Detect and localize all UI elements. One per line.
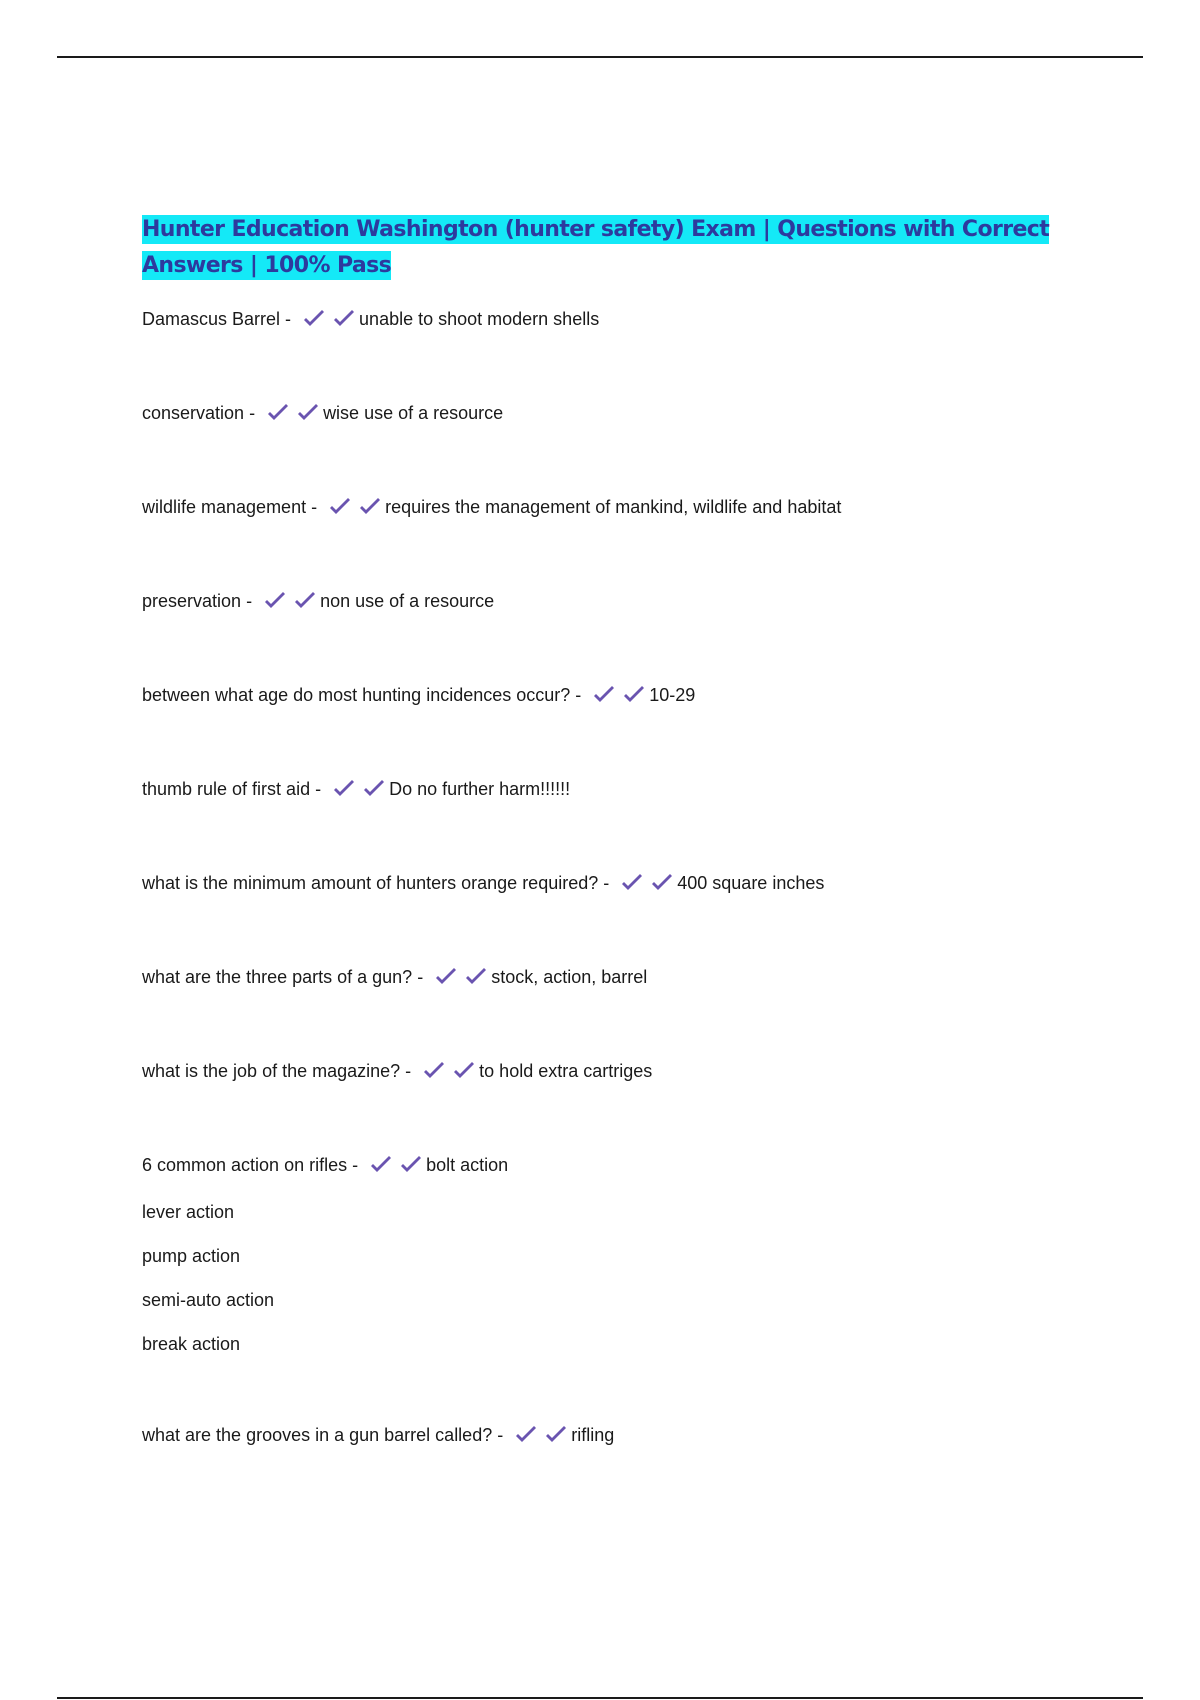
question-separator: - — [241, 591, 258, 611]
checkmark-icon — [464, 967, 488, 987]
question-separator: - — [598, 873, 615, 893]
checkmark-icon — [399, 1155, 423, 1175]
checkmark-icon — [422, 1061, 446, 1081]
answer-checkmarks — [328, 497, 383, 523]
answer-checkmarks — [592, 685, 647, 711]
question-separator: - — [306, 497, 323, 517]
answer-text: requires the management of mankind, wildlife and habitat — [385, 497, 842, 517]
answer-continuation-line: semi-auto action — [142, 1290, 275, 1310]
checkmark-icon — [452, 1061, 476, 1081]
question-separator: - — [570, 685, 587, 705]
answer-checkmarks — [434, 967, 489, 993]
document-body — [142, 212, 1062, 1451]
qa-item — [142, 400, 1062, 429]
answer-continuation-line: break action — [142, 1334, 241, 1354]
answer-text: Do no further harm!!!!!! — [389, 779, 571, 799]
question-text: what is the job of the magazine? — [142, 1061, 401, 1081]
checkmark-icon — [620, 873, 644, 893]
checkmark-icon — [650, 873, 674, 893]
checkmark-icon — [302, 309, 326, 329]
answer-checkmarks — [332, 779, 387, 805]
checkmark-icon — [296, 403, 320, 423]
question-separator: - — [347, 1155, 364, 1175]
answer-text: wise use of a resource — [323, 403, 504, 423]
checkmark-icon — [369, 1155, 393, 1175]
question-text: preservation — [142, 591, 242, 611]
qa-item — [142, 682, 1062, 711]
answer-continuation-line: pump action — [142, 1246, 241, 1266]
qa-item — [142, 306, 1062, 335]
question-separator: - — [492, 1425, 509, 1445]
question-separator: - — [400, 1061, 417, 1081]
qa-item — [142, 870, 1062, 899]
checkmark-icon — [434, 967, 458, 987]
question-separator: - — [310, 779, 327, 799]
checkmark-icon — [266, 403, 290, 423]
checkmark-icon — [332, 309, 356, 329]
answer-text: bolt action — [426, 1155, 509, 1175]
question-text: thumb rule of first aid — [142, 779, 311, 799]
question-text: conservation — [142, 403, 245, 423]
checkmark-icon — [293, 591, 317, 611]
question-separator: - — [412, 967, 429, 987]
checkmark-icon — [362, 779, 386, 799]
answer-text: 400 square inches — [677, 873, 825, 893]
question-text: 6 common action on rifles — [142, 1155, 348, 1175]
question-text: between what age do most hunting incidences occur? — [142, 685, 571, 705]
qa-item — [142, 964, 1062, 993]
checkmark-icon — [263, 591, 287, 611]
answer-text: unable to shoot modern shells — [359, 309, 600, 329]
page-bottom-rule — [57, 1697, 1143, 1699]
document-title-text: Hunter Education Washington (hunter safety) Exam | Questions with Correct Answers | 100% Pass — [142, 217, 1050, 278]
answer-text: to hold extra cartriges — [479, 1061, 653, 1081]
checkmark-icon — [358, 497, 382, 517]
checkmark-icon — [332, 779, 356, 799]
answer-text: rifling — [571, 1425, 615, 1445]
checkmark-icon — [622, 685, 646, 705]
answer-checkmarks — [369, 1155, 424, 1181]
answer-checkmarks — [266, 403, 321, 429]
qa-item — [142, 1422, 1062, 1451]
question-text: Damascus Barrel — [142, 309, 281, 329]
answer-checkmarks — [422, 1061, 477, 1087]
answer-checkmarks — [263, 591, 318, 617]
qa-item — [142, 1152, 1062, 1357]
question-text: what are the grooves in a gun barrel called? — [142, 1425, 493, 1445]
answer-checkmarks — [514, 1425, 569, 1451]
qa-item — [142, 588, 1062, 617]
page-top-rule — [57, 56, 1143, 58]
qa-item — [142, 776, 1062, 805]
answer-checkmarks — [620, 873, 675, 899]
question-separator: - — [280, 309, 297, 329]
question-separator: - — [244, 403, 261, 423]
answer-text: 10-29 — [649, 685, 696, 705]
document-title — [142, 212, 1062, 284]
answer-text: stock, action, barrel — [491, 967, 648, 987]
answer-text: non use of a resource — [320, 591, 495, 611]
checkmark-icon — [544, 1425, 568, 1445]
qa-list — [142, 306, 1062, 1451]
question-text: wildlife management — [142, 497, 307, 517]
checkmark-icon — [328, 497, 352, 517]
checkmark-icon — [592, 685, 616, 705]
qa-item — [142, 494, 1062, 523]
checkmark-icon — [514, 1425, 538, 1445]
answer-continuation-line: lever action — [142, 1202, 235, 1222]
qa-item — [142, 1058, 1062, 1087]
question-text: what is the minimum amount of hunters orange required? — [142, 873, 599, 893]
answer-checkmarks — [302, 309, 357, 335]
question-text: what are the three parts of a gun? — [142, 967, 413, 987]
